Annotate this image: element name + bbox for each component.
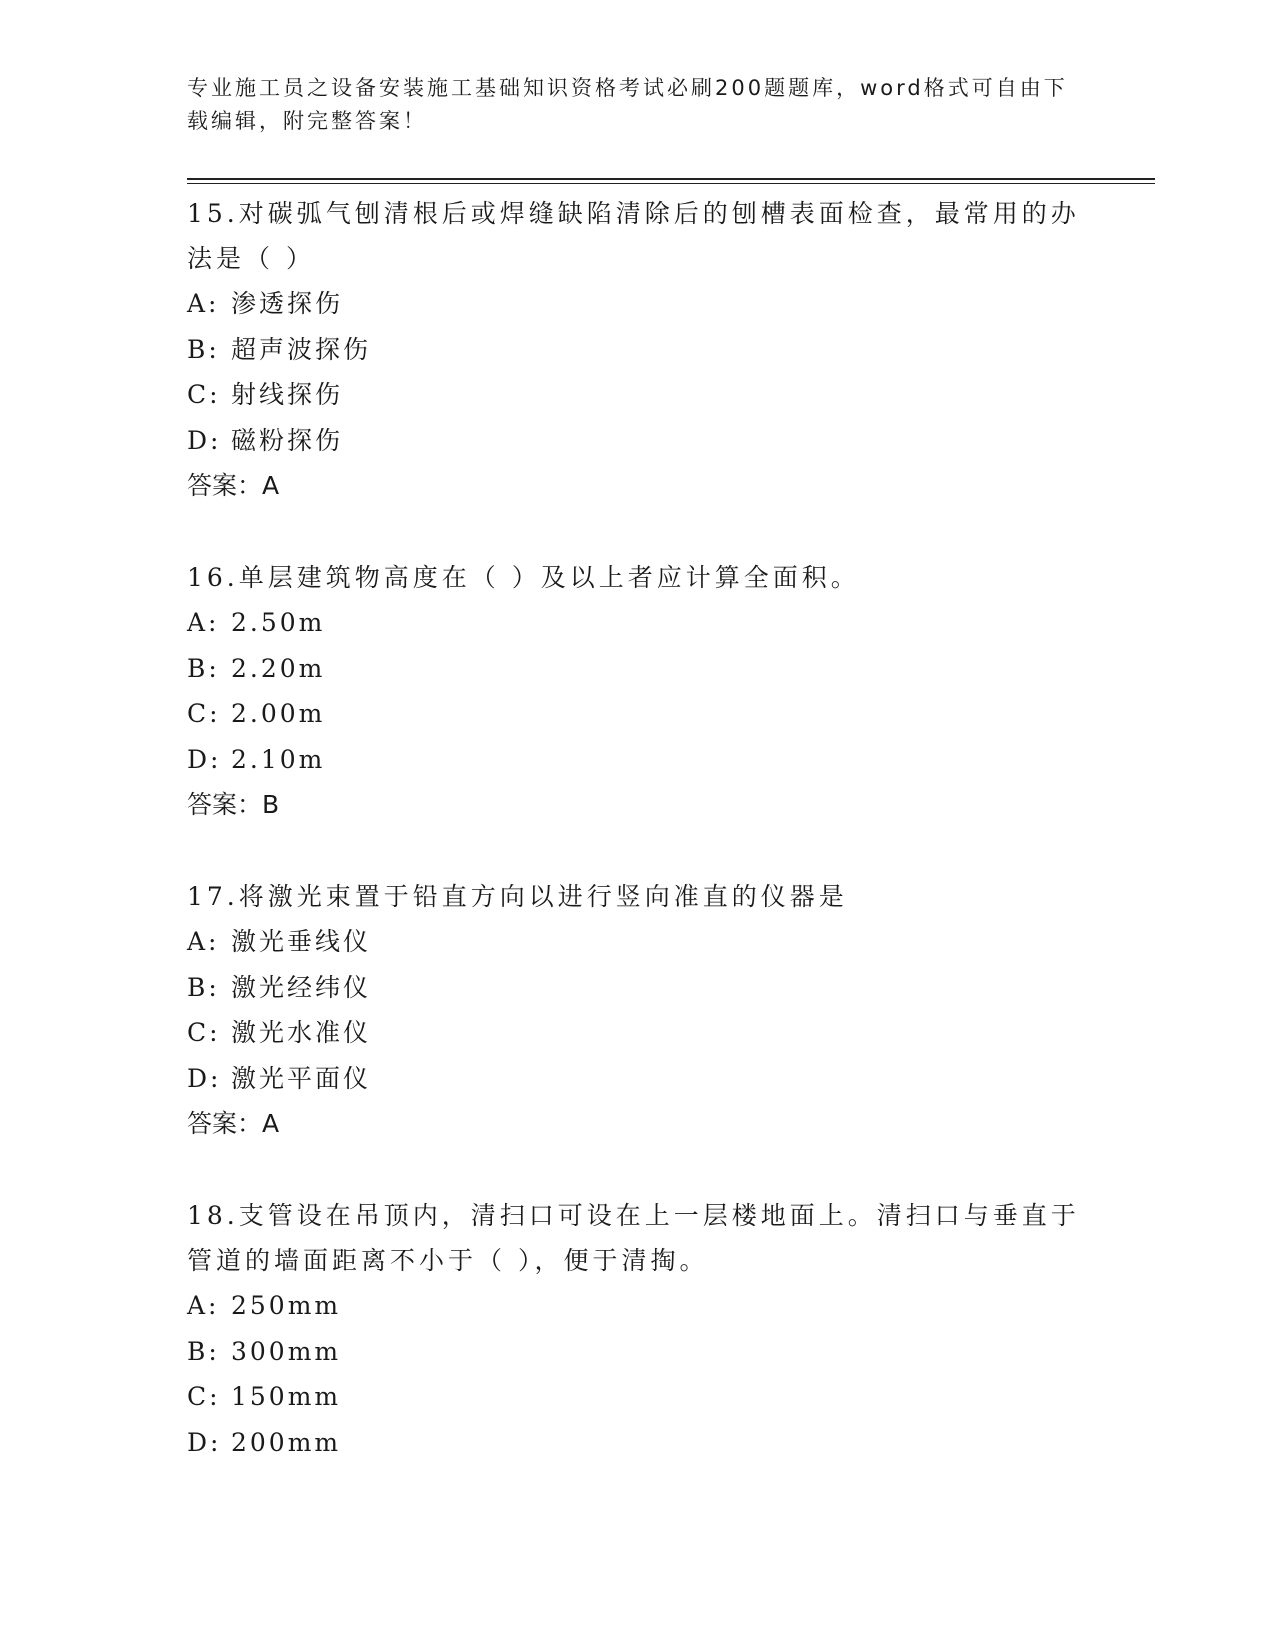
option-letter: C: [187,1018,221,1047]
option-text: 磁粉探伤 [231,425,344,455]
question-16 [187,555,1087,827]
option-text: 激光水准仪 [231,1018,372,1047]
option-a [187,1283,1087,1329]
option-d [187,737,1087,783]
answer-value: A [262,471,280,500]
header-divider-thick [187,178,1155,180]
option-letter: A: [187,289,220,318]
question-body: 对碳弧气刨清根后或焊缝缺陷清除后的刨槽表面检查，最常用的办法是（ ） [187,199,1080,273]
answer-label: 答案： [187,1109,263,1138]
header-divider-thin [187,183,1155,184]
option-letter: B: [187,1336,220,1366]
question-17 [187,874,1087,1146]
option-text: 150mm [231,1382,342,1411]
answer-label: 答案： [187,790,263,819]
answer-label: 答案： [187,471,263,500]
option-text: 2.50m [231,608,326,637]
question-body: 将激光束置于铅直方向以进行竖向准直的仪器是 [238,882,848,911]
answer-line [187,782,1087,827]
answer-line [187,463,1087,508]
option-a [187,919,1087,965]
option-letter: C: [187,380,221,409]
option-letter: D: [187,744,222,774]
option-letter: B: [187,653,220,683]
option-text: 激光平面仪 [231,1063,372,1093]
option-letter: D: [187,1063,222,1093]
option-text: 2.00m [231,699,326,728]
option-b [187,1329,1087,1375]
option-text: 2.20m [231,653,326,683]
option-a [187,600,1087,646]
question-text [187,555,1087,600]
option-d [187,1056,1087,1102]
option-letter: D: [187,1427,222,1457]
question-list [187,191,1087,1512]
answer-value: B [262,790,280,819]
option-c [187,691,1087,737]
question-body: 支管设在吊顶内，清扫口可设在上一层楼地面上。清扫口与垂直于管道的墙面距离不小于（ ），便于清掏。 [187,1201,1080,1275]
question-number: 17. [187,882,239,911]
option-text: 渗透探伤 [231,289,344,318]
option-text: 2.10m [231,744,326,774]
answer-line [187,1101,1087,1146]
option-b [187,646,1087,692]
option-letter: C: [187,1382,221,1411]
option-a [187,281,1087,327]
option-b [187,965,1087,1011]
option-d [187,418,1087,464]
option-c [187,1374,1087,1420]
option-c [187,372,1087,418]
question-text [187,1193,1087,1283]
option-letter: B: [187,334,220,364]
question-number: 15. [187,199,239,228]
option-b [187,327,1087,373]
question-15 [187,191,1087,508]
header-note: 专业施工员之设备安装施工基础知识资格考试必刷200题题库，word格式可自由下载编辑，附完整答案！ [187,76,1068,133]
option-letter: D: [187,425,222,455]
option-c [187,1010,1087,1056]
option-letter: B: [187,972,220,1002]
question-text [187,191,1087,281]
option-text: 300mm [231,1336,342,1366]
option-text: 200mm [231,1427,342,1457]
question-body: 单层建筑物高度在（ ）及以上者应计算全面积。 [238,563,860,592]
question-18 [187,1193,1087,1465]
option-letter: A: [187,608,220,637]
option-letter: A: [187,1291,220,1320]
option-text: 250mm [231,1291,342,1320]
option-text: 激光经纬仪 [231,972,372,1002]
option-text: 射线探伤 [231,380,344,409]
question-number: 16. [187,563,239,592]
option-d [187,1420,1087,1466]
question-number: 18. [187,1201,239,1230]
option-letter: A: [187,927,220,956]
option-text: 超声波探伤 [231,334,372,364]
answer-value: A [262,1109,280,1138]
option-letter: C: [187,699,221,728]
question-text [187,874,1087,919]
option-text: 激光垂线仪 [231,927,372,956]
